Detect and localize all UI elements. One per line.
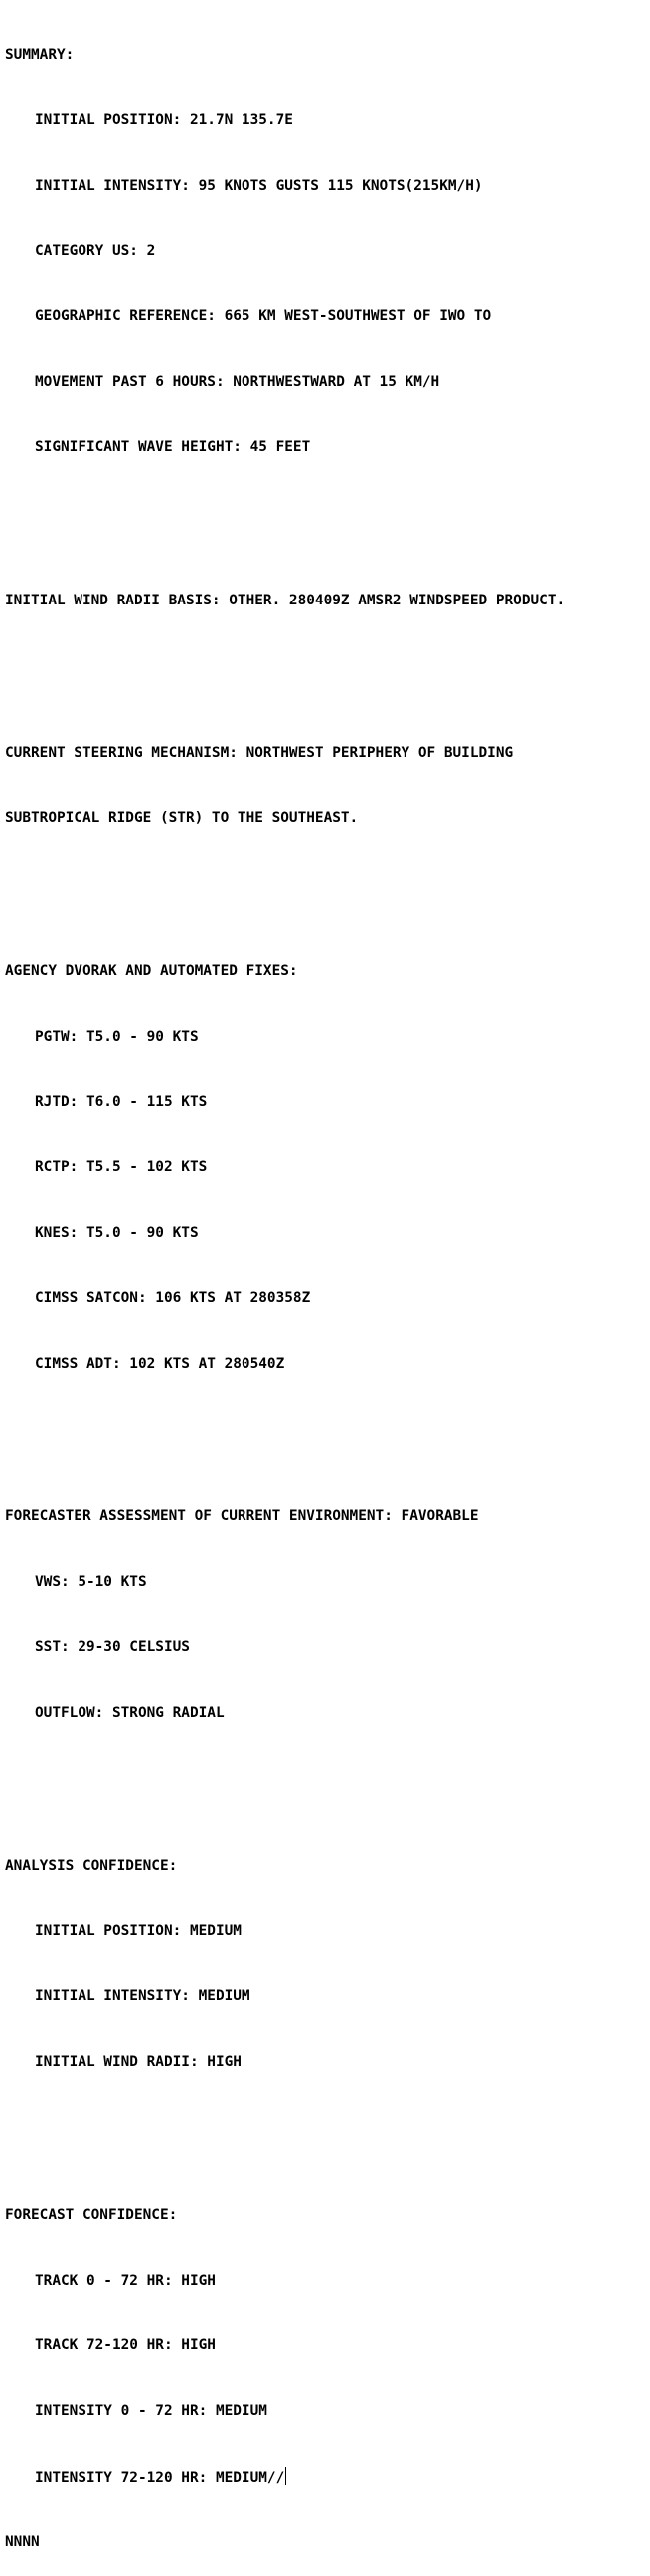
forecast-confidence-item: INTENSITY 72-120 HR: MEDIUM// [35, 2470, 285, 2487]
wind-radii-basis: INITIAL WIND RADII BASIS: OTHER. 280409Z AMSR2 WINDSPEED PRODUCT. [5, 592, 566, 608]
wave-height: SIGNIFICANT WAVE HEIGHT: 45 FEET [35, 438, 311, 455]
movement: MOVEMENT PAST 6 HOURS: NORTHWESTWARD AT 15 KM/H [35, 374, 440, 391]
fixes-heading: AGENCY DVORAK AND AUTOMATED FIXES: [5, 962, 298, 979]
forecast-confidence-item: INTENSITY 0 - 72 HR: MEDIUM [35, 2403, 267, 2420]
blank-line [5, 1769, 650, 1791]
analysis-confidence-heading: ANALYSIS CONFIDENCE: [5, 1857, 178, 1874]
blank-line [5, 655, 650, 677]
analysis-confidence-item: INITIAL WIND RADII: HIGH [35, 2054, 242, 2071]
forecast-confidence-last-item[interactable] [5, 2467, 650, 2489]
blank-line [5, 874, 650, 896]
forecast-confidence-item: TRACK 72-120 HR: HIGH [35, 2337, 216, 2354]
initial-position: INITIAL POSITION: 21.7N 135.7E [35, 111, 293, 128]
initial-intensity: INITIAL INTENSITY: 95 KNOTS GUSTS 115 KNOTS(215KM/H) [35, 177, 483, 194]
environment-heading: FORECASTER ASSESSMENT OF CURRENT ENVIRONMENT: FAVORABLE [5, 1508, 479, 1525]
fix-item: CIMSS SATCON: 106 KTS AT 280358Z [35, 1289, 311, 1306]
end-marker: NNNN [5, 2534, 40, 2550]
text-cursor [285, 2467, 286, 2485]
steering-line-1: CURRENT STEERING MECHANISM: NORTHWEST PERIPHERY OF BUILDING [5, 745, 514, 762]
environment-item: OUTFLOW: STRONG RADIAL [35, 1704, 225, 1721]
blank-line [5, 1420, 650, 1442]
forecast-confidence-item: TRACK 0 - 72 HR: HIGH [35, 2272, 216, 2289]
fix-item: RJTD: T6.0 - 115 KTS [35, 1094, 208, 1111]
fix-item: RCTP: T5.5 - 102 KTS [35, 1159, 208, 1176]
category: CATEGORY US: 2 [35, 243, 156, 259]
summary-heading: SUMMARY: [5, 46, 75, 63]
forecast-confidence-heading: FORECAST CONFIDENCE: [5, 2206, 178, 2223]
fix-item: PGTW: T5.0 - 90 KTS [35, 1028, 199, 1045]
steering-line-2: SUBTROPICAL RIDGE (STR) TO THE SOUTHEAST. [5, 810, 359, 827]
geographic-reference: GEOGRAPHIC REFERENCE: 665 KM WEST-SOUTHWEST OF IWO TO [35, 308, 492, 325]
environment-item: VWS: 5-10 KTS [35, 1574, 147, 1591]
fix-item: CIMSS ADT: 102 KTS AT 280540Z [35, 1355, 285, 1372]
analysis-confidence-item: INITIAL INTENSITY: MEDIUM [35, 1988, 250, 2005]
blank-line [5, 503, 650, 525]
analysis-confidence-item: INITIAL POSITION: MEDIUM [35, 1923, 242, 1940]
bulletin-document [5, 1, 650, 2576]
environment-item: SST: 29-30 CELSIUS [35, 1639, 190, 1656]
blank-line [5, 2118, 650, 2140]
fix-item: KNES: T5.0 - 90 KTS [35, 1225, 199, 1242]
